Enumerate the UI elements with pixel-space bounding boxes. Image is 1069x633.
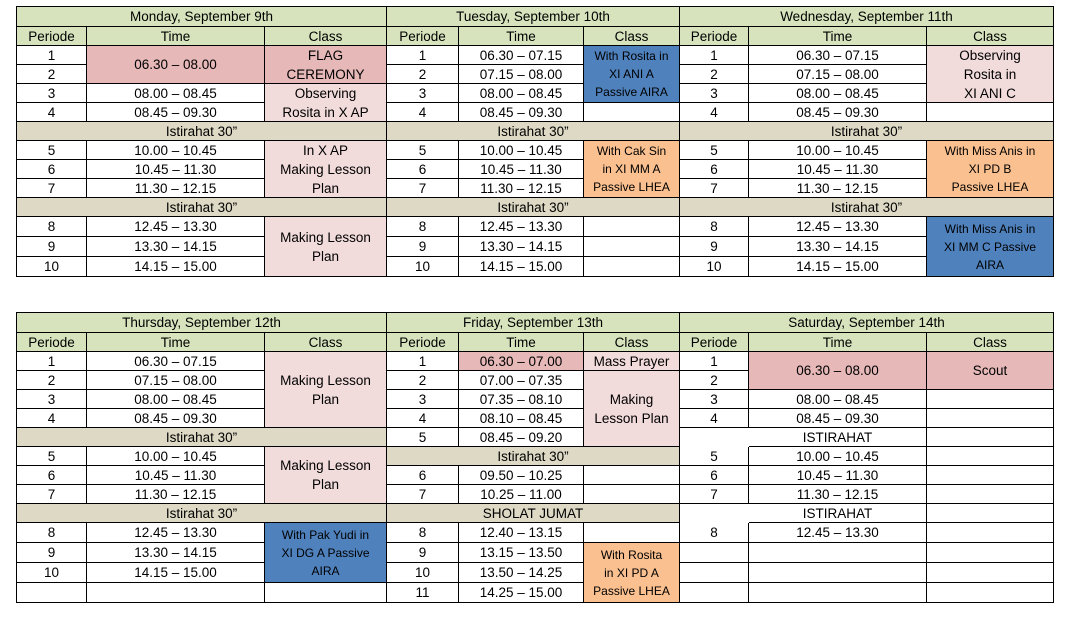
time-cell: 06.30 – 07.15 — [749, 46, 927, 65]
time-cell: 11.30 – 12.15 — [749, 179, 927, 198]
class-cell-empty — [265, 583, 387, 603]
time-cell: 12.40 – 13.15 — [459, 523, 584, 543]
break-row: Istirahat 30” — [680, 198, 1054, 217]
time-cell-empty — [749, 583, 927, 603]
col-header-class: Class — [265, 27, 387, 46]
period-cell: 4 — [387, 103, 459, 122]
time-cell: 08.00 – 08.45 — [749, 84, 927, 103]
time-cell: 08.10 – 08.45 — [459, 409, 584, 428]
period-cell: 8 — [387, 523, 459, 543]
class-cell: Observing Rosita in X AP — [265, 84, 387, 122]
period-cell: 10 — [17, 257, 87, 277]
period-cell: 9 — [680, 237, 749, 257]
time-cell: 13.30 – 14.15 — [87, 237, 265, 257]
period-cell: 4 — [680, 409, 749, 428]
class-cell: With Rosita in XI ANI A Passive AIRA — [584, 46, 680, 103]
period-cell: 5 — [17, 141, 87, 160]
time-cell: 08.45 – 09.30 — [87, 103, 265, 122]
class-cell-empty — [927, 523, 1054, 543]
time-cell: 08.45 – 09.30 — [749, 103, 927, 122]
time-cell: 10.45 – 11.30 — [459, 160, 584, 179]
col-header-class: Class — [265, 333, 387, 352]
time-cell: 10.45 – 11.30 — [87, 466, 265, 485]
col-header-time: Time — [459, 333, 584, 352]
time-cell: 14.25 – 15.00 — [459, 583, 584, 603]
istirahat-cell: ISTIRAHAT — [749, 428, 927, 447]
time-cell: 13.50 – 14.25 — [459, 563, 584, 583]
class-cell-empty — [927, 543, 1054, 563]
period-cell: 10 — [17, 563, 87, 583]
time-cell: 08.45 – 09.30 — [459, 103, 584, 122]
class-cell-empty — [584, 257, 680, 277]
period-cell: 3 — [387, 390, 459, 409]
col-header-class: Class — [927, 27, 1054, 46]
time-cell: 13.30 – 14.15 — [749, 237, 927, 257]
time-cell: 12.45 – 13.30 — [749, 523, 927, 543]
period-cell-empty — [680, 543, 749, 563]
period-cell: 6 — [387, 160, 459, 179]
time-cell: 06.30 – 07.15 — [87, 352, 265, 371]
time-cell: 11.30 – 12.15 — [749, 485, 927, 504]
period-cell: 7 — [17, 179, 87, 198]
time-cell: 06.30 – 08.00 — [87, 46, 265, 84]
class-cell: With Pak Yudi in XI DG A Passive AIRA — [265, 523, 387, 583]
period-cell: 1 — [17, 352, 87, 371]
break-row: Istirahat 30” — [17, 198, 387, 217]
time-cell: 11.30 – 12.15 — [87, 485, 265, 504]
class-cell: Scout — [927, 352, 1054, 390]
time-cell: 10.45 – 11.30 — [749, 160, 927, 179]
period-cell: 1 — [680, 46, 749, 65]
period-cell: 1 — [387, 352, 459, 371]
time-cell: 11.30 – 12.15 — [87, 179, 265, 198]
time-cell: 08.00 – 08.45 — [459, 84, 584, 103]
period-cell: 5 — [17, 447, 87, 466]
period-cell-empty — [680, 563, 749, 583]
period-cell: 9 — [17, 543, 87, 563]
period-cell: 9 — [17, 237, 87, 257]
class-cell-empty — [927, 466, 1054, 485]
time-cell: 06.30 – 08.00 — [749, 352, 927, 390]
class-cell-empty — [927, 583, 1054, 603]
period-cell: 5 — [680, 447, 749, 466]
time-cell: 12.45 – 13.30 — [459, 217, 584, 237]
class-cell-empty — [584, 485, 680, 504]
period-cell: 10 — [387, 257, 459, 277]
period-cell: 7 — [387, 485, 459, 504]
class-cell-empty — [927, 504, 1054, 523]
time-cell: 06.30 – 07.15 — [459, 46, 584, 65]
day-header-thursday: Thursday, September 12th — [17, 313, 387, 333]
period-cell: 3 — [17, 84, 87, 103]
time-cell: 10.45 – 11.30 — [87, 160, 265, 179]
time-cell: 08.45 – 09.30 — [749, 409, 927, 428]
class-cell: Observing Rosita in XI ANI C — [927, 46, 1054, 103]
period-cell: 8 — [680, 523, 749, 543]
period-cell: 3 — [387, 84, 459, 103]
day-header-saturday: Saturday, September 14th — [680, 313, 1054, 333]
period-cell: 8 — [17, 523, 87, 543]
time-cell: 08.45 – 09.30 — [87, 409, 265, 428]
period-cell: 5 — [680, 141, 749, 160]
period-cell: 6 — [680, 160, 749, 179]
time-cell: 07.15 – 08.00 — [87, 371, 265, 390]
time-cell: 12.45 – 13.30 — [87, 217, 265, 237]
schedule-table-week1 — [16, 6, 1054, 277]
break-row: Istirahat 30” — [387, 447, 680, 466]
period-cell: 10 — [680, 257, 749, 277]
time-cell: 06.30 – 07.00 — [459, 352, 584, 371]
time-cell-empty — [87, 583, 265, 603]
period-cell: 11 — [387, 583, 459, 603]
period-cell: 7 — [680, 485, 749, 504]
time-cell: 08.00 – 08.45 — [87, 84, 265, 103]
time-cell: 10.00 – 10.45 — [459, 141, 584, 160]
sholat-jumat-row: SHOLAT JUMAT — [387, 504, 680, 523]
time-cell-empty — [749, 563, 927, 583]
time-cell: 08.00 – 08.45 — [749, 390, 927, 409]
period-cell: 4 — [387, 409, 459, 428]
period-cell: 2 — [17, 371, 87, 390]
period-cell: 4 — [680, 103, 749, 122]
time-cell: 10.00 – 10.45 — [87, 447, 265, 466]
col-header-class: Class — [584, 27, 680, 46]
period-cell: 10 — [387, 563, 459, 583]
period-cell: 9 — [387, 237, 459, 257]
period-cell: 3 — [680, 390, 749, 409]
break-row: Istirahat 30” — [680, 122, 1054, 141]
break-row: Istirahat 30” — [387, 198, 680, 217]
class-cell: With Cak Sin in XI MM A Passive LHEA — [584, 141, 680, 198]
time-cell: 08.45 – 09.20 — [459, 428, 584, 447]
day-header-monday: Monday, September 9th — [17, 7, 387, 27]
time-cell: 14.15 – 15.00 — [749, 257, 927, 277]
period-cell: 8 — [17, 217, 87, 237]
class-cell-empty — [927, 409, 1054, 428]
col-header-time: Time — [749, 27, 927, 46]
time-cell: 07.35 – 08.10 — [459, 390, 584, 409]
class-cell: Making Lesson Plan — [265, 447, 387, 504]
class-cell-empty — [927, 103, 1054, 122]
time-cell: 12.45 – 13.30 — [749, 217, 927, 237]
class-cell: With Miss Anis in XI MM C Passive AIRA — [927, 217, 1054, 277]
time-cell: 07.15 – 08.00 — [749, 65, 927, 84]
class-cell: Making Lesson Plan — [265, 217, 387, 277]
period-cell: 1 — [17, 46, 87, 65]
time-cell: 08.00 – 08.45 — [87, 390, 265, 409]
col-header-periode: Periode — [17, 333, 87, 352]
period-cell: 6 — [387, 466, 459, 485]
period-cell: 6 — [17, 466, 87, 485]
time-cell: 07.00 – 07.35 — [459, 371, 584, 390]
period-cell: 2 — [387, 371, 459, 390]
time-cell: 13.30 – 14.15 — [459, 237, 584, 257]
time-cell-empty — [749, 543, 927, 563]
class-cell: Making Lesson Plan — [265, 352, 387, 428]
period-cell: 8 — [387, 217, 459, 237]
time-cell: 10.25 – 11.00 — [459, 485, 584, 504]
col-header-periode: Periode — [387, 333, 459, 352]
period-cell: 3 — [17, 390, 87, 409]
istirahat-cell: ISTIRAHAT — [749, 504, 927, 523]
period-cell-empty — [17, 583, 87, 603]
period-cell: 3 — [680, 84, 749, 103]
class-cell-empty — [584, 523, 680, 543]
class-cell-empty — [927, 485, 1054, 504]
period-cell: 2 — [17, 65, 87, 84]
time-cell: 10.00 – 10.45 — [87, 141, 265, 160]
period-cell: 2 — [387, 65, 459, 84]
break-row: Istirahat 30” — [17, 122, 387, 141]
time-cell: 10.00 – 10.45 — [749, 447, 927, 466]
period-cell: 2 — [680, 65, 749, 84]
col-header-time: Time — [87, 27, 265, 46]
period-cell: 6 — [17, 160, 87, 179]
period-cell: 7 — [17, 485, 87, 504]
time-cell: 14.15 – 15.00 — [459, 257, 584, 277]
col-header-periode: Periode — [680, 333, 749, 352]
class-cell: With Miss Anis in XI PD B Passive LHEA — [927, 141, 1054, 198]
class-cell: Making Lesson Plan — [584, 371, 680, 447]
day-header-wednesday: Wednesday, September 11th — [680, 7, 1054, 27]
time-cell: 11.30 – 12.15 — [459, 179, 584, 198]
day-header-tuesday: Tuesday, September 10th — [387, 7, 680, 27]
period-cell: 5 — [387, 141, 459, 160]
time-cell: 13.15 – 13.50 — [459, 543, 584, 563]
class-cell: With Rosita in XI PD A Passive LHEA — [584, 543, 680, 603]
time-cell: 10.45 – 11.30 — [749, 466, 927, 485]
time-cell: 14.15 – 15.00 — [87, 563, 265, 583]
time-cell: 07.15 – 08.00 — [459, 65, 584, 84]
break-row: Istirahat 30” — [387, 122, 680, 141]
period-cell: 6 — [680, 466, 749, 485]
class-cell: In X AP Making Lesson Plan — [265, 141, 387, 198]
col-header-time: Time — [749, 333, 927, 352]
time-cell: 14.15 – 15.00 — [87, 257, 265, 277]
col-header-periode: Periode — [680, 27, 749, 46]
period-cell: 4 — [17, 103, 87, 122]
period-cell: 1 — [387, 46, 459, 65]
class-cell-empty — [584, 103, 680, 122]
class-cell-empty — [927, 447, 1054, 466]
time-cell: 13.30 – 14.15 — [87, 543, 265, 563]
class-cell-empty — [927, 390, 1054, 409]
period-cell: 7 — [387, 179, 459, 198]
period-cell-empty — [680, 583, 749, 603]
time-cell: 12.45 – 13.30 — [87, 523, 265, 543]
class-cell-empty — [584, 237, 680, 257]
period-cell: 4 — [17, 409, 87, 428]
period-cell: 1 — [680, 352, 749, 371]
col-header-time: Time — [87, 333, 265, 352]
col-header-class: Class — [584, 333, 680, 352]
class-cell-empty — [927, 563, 1054, 583]
col-header-periode: Periode — [17, 27, 87, 46]
col-header-time: Time — [459, 27, 584, 46]
period-cell: 7 — [680, 179, 749, 198]
day-header-friday: Friday, September 13th — [387, 313, 680, 333]
period-cell: 5 — [387, 428, 459, 447]
schedule-table-week2 — [16, 312, 1054, 603]
period-cell: 9 — [387, 543, 459, 563]
period-cell: 2 — [680, 371, 749, 390]
class-cell-empty — [584, 217, 680, 237]
col-header-periode: Periode — [387, 27, 459, 46]
break-row: Istirahat 30” — [17, 428, 387, 447]
period-cell: 8 — [680, 217, 749, 237]
class-cell-empty — [584, 466, 680, 485]
break-row: Istirahat 30” — [17, 504, 387, 523]
time-cell: 10.00 – 10.45 — [749, 141, 927, 160]
class-cell: FLAG CEREMONY — [265, 46, 387, 84]
col-header-class: Class — [927, 333, 1054, 352]
class-cell: Mass Prayer — [584, 352, 680, 371]
class-cell-empty — [927, 428, 1054, 447]
time-cell: 09.50 – 10.25 — [459, 466, 584, 485]
